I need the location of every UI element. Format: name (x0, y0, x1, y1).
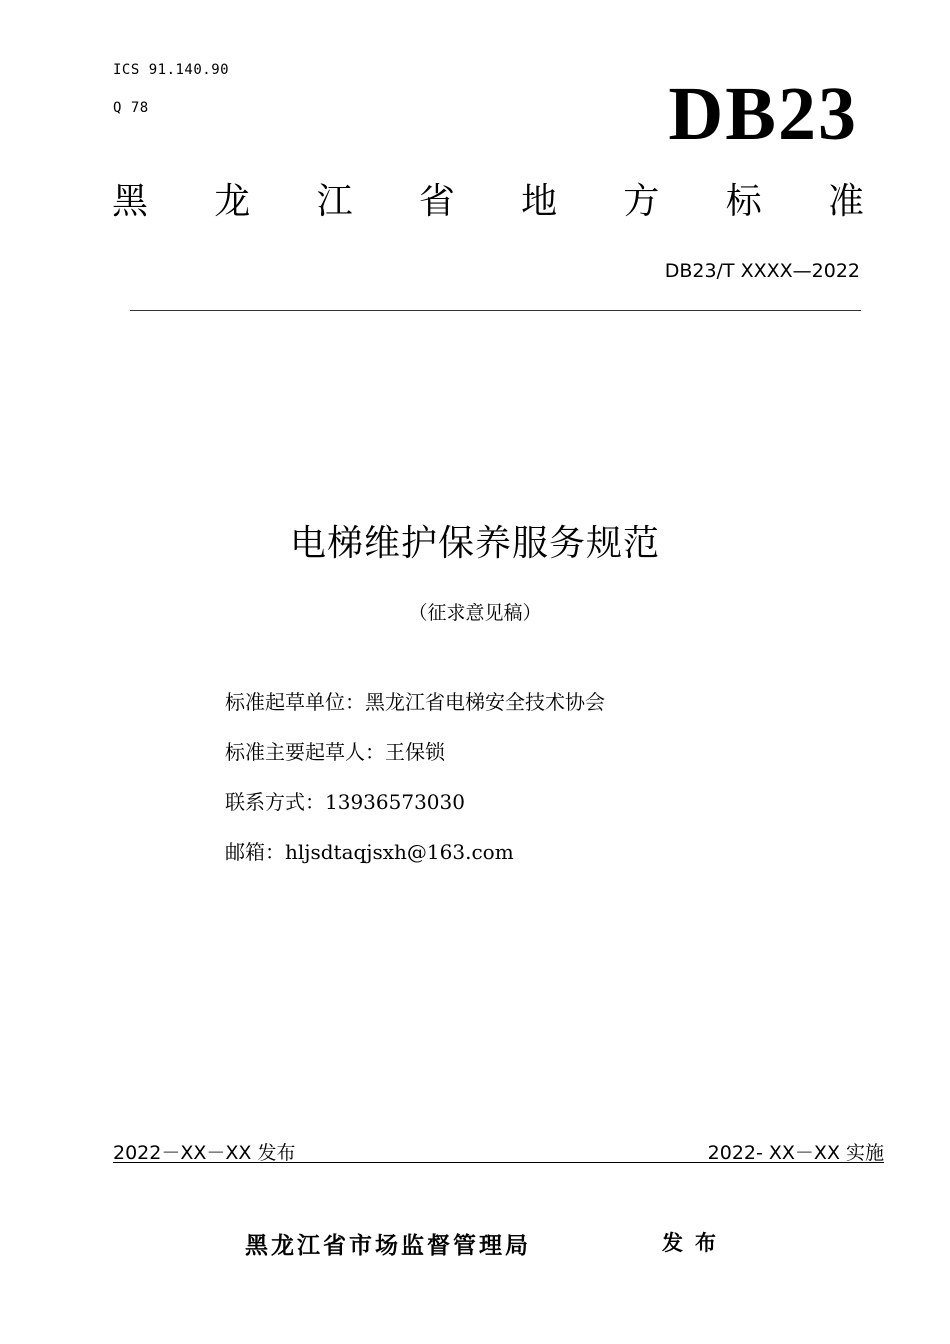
q-code: Q 78 (113, 100, 149, 116)
standard-type-char: 标 (725, 181, 762, 222)
standard-type-char: 省 (418, 181, 455, 222)
issuing-authority: 黑龙江省市场监督管理局 (245, 1233, 531, 1259)
standard-type-char: 龙 (214, 181, 251, 222)
standard-number: DB23/T XXXX—2022 (664, 260, 860, 282)
standard-type-char: 准 (827, 181, 864, 222)
header-divider (130, 310, 861, 311)
standard-type-char: 地 (521, 181, 558, 222)
standard-type-heading (112, 182, 864, 222)
standard-type-char: 江 (316, 181, 353, 222)
ics-code: ICS 91.140.90 (113, 62, 230, 78)
document-title: 电梯维护保养服务规范 (289, 523, 660, 564)
contact-email: 邮箱：hljsdtaqjsxh@163.com (225, 840, 514, 864)
main-drafter: 标准主要起草人：王保锁 (225, 740, 445, 764)
contact-phone: 联系方式：13936573030 (225, 790, 465, 814)
drafting-unit: 标准起草单位：黑龙江省电梯安全技术协会 (225, 690, 605, 714)
document-subtitle: （征求意见稿） (408, 602, 542, 624)
db23-logo: DB23 (668, 72, 858, 156)
footer-divider (113, 1162, 884, 1163)
standard-type-char: 黑 (112, 181, 149, 222)
publish-label: 发布 (662, 1231, 728, 1255)
publish-date: 2022－XX－XX 发布 (113, 1142, 296, 1164)
standard-type-char: 方 (623, 181, 660, 222)
implement-date: 2022- XX－XX 实施 (707, 1142, 884, 1164)
